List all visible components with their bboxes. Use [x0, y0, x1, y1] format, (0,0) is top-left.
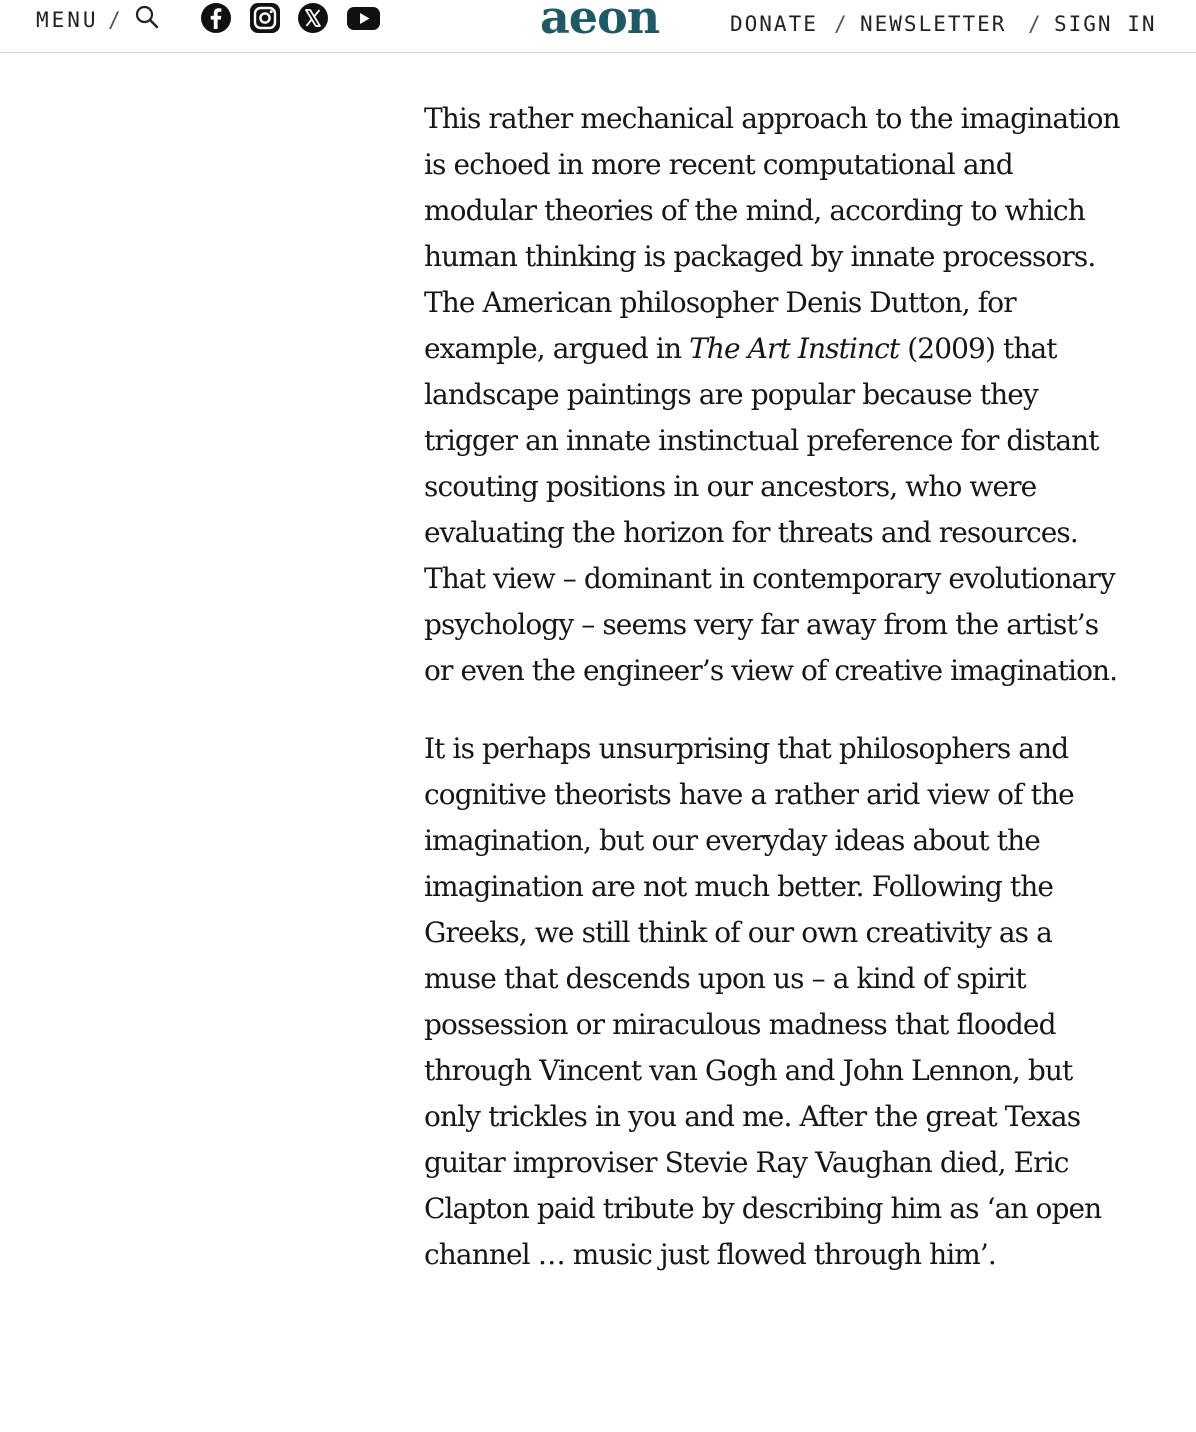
paragraph-text: This rather mechanical approach to the imagination is echoed in more recent computational and modular theories of the mind, according to which human thinking is packaged by innate processors. The American philosopher Denis Dutton, for example, argued in	[424, 102, 1120, 365]
paragraph-text: (2009) that landscape paintings are popular because they trigger an innate instinctual preference for distant scouting positions in our ancestors, who were evaluating the horizon for threats and resources. That view – dominant in contemporary evolutionary psychology – seems very far away from the artist’s or even the engineer’s view of creative imagination.	[424, 332, 1118, 687]
nav-divider: /	[834, 12, 847, 36]
nav-divider: /	[1028, 12, 1041, 36]
article-paragraph: It is perhaps unsurprising that philosophers and cognitive theorists have a rather arid view of the imagination, but our everyday ideas about the imagination are not much better. Following the Greeks, we still think of our own creativity as a muse that descends upon us – a kind of spirit possession or miraculous madness that flooded through Vincent van Gogh and John Lennon, but only trickles in you and me. After the great Texas guitar improviser Stevie Ray Vaughan died, Eric Clapton paid tribute by describing him as ‘an open channel … music just flowed through him’.	[424, 732, 1102, 1271]
menu-button[interactable]: MENU	[36, 8, 99, 32]
newsletter-link[interactable]: NEWSLETTER	[860, 12, 1007, 36]
article-paragraph	[424, 96, 1124, 694]
youtube-icon[interactable]	[346, 2, 381, 34]
donate-link[interactable]: DONATE	[730, 12, 818, 36]
x-icon[interactable]	[297, 2, 329, 34]
facebook-icon[interactable]	[200, 2, 232, 34]
sign-in-link[interactable]: SIGN IN	[1054, 12, 1157, 36]
top-navigation-bar	[0, 0, 1196, 53]
book-title: The Art Instinct	[689, 332, 900, 365]
aeon-logo[interactable]: aeon	[540, 0, 660, 44]
search-icon[interactable]	[134, 4, 160, 30]
article-body	[424, 96, 1124, 1278]
instagram-icon[interactable]	[249, 2, 281, 34]
nav-divider: /	[108, 8, 121, 32]
